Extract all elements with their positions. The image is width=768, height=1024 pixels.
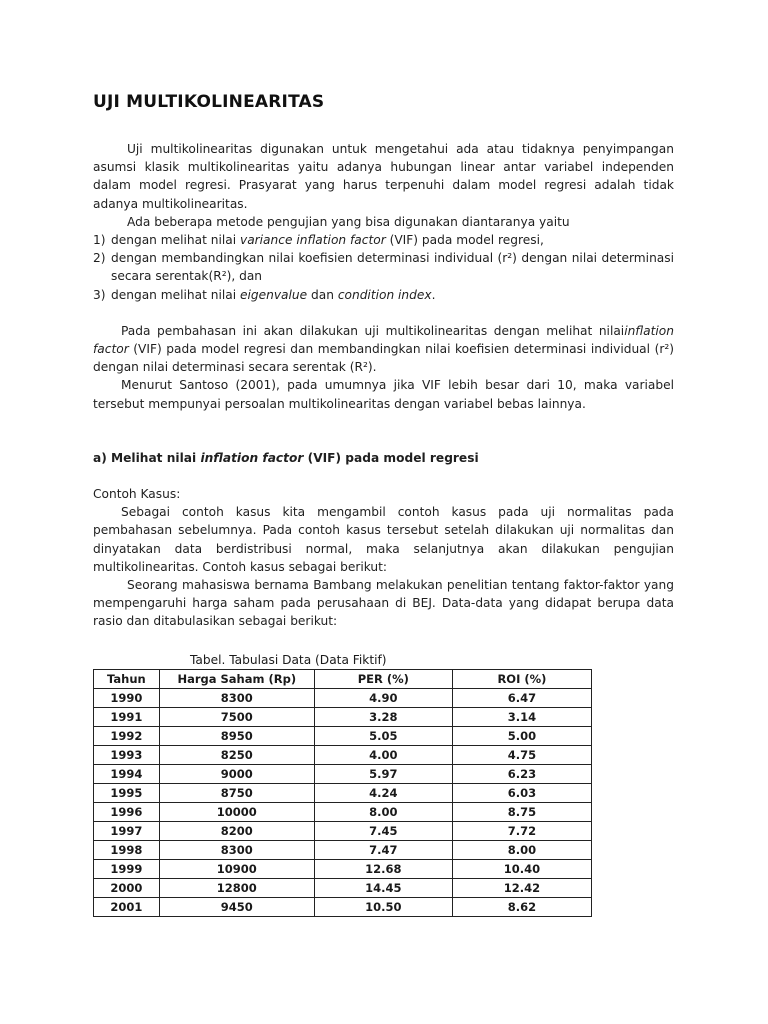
table-body [94, 689, 592, 917]
table-cell: 4.24 [314, 784, 452, 803]
table-cell: 7500 [159, 708, 314, 727]
table-cell: 6.23 [452, 765, 591, 784]
intro-paragraph: Uji multikolinearitas digunakan untuk mengetahui ada atau tidaknya penyimpangan asumsi klasik multikolinearitas yaitu adanya hubungan linear antar variabel independen dalam model regresi. Prasyarat yang harus terpenuhi dalam model regresi adalah tidak adanya multikolinearitas. [93, 142, 674, 211]
table-row [94, 746, 592, 765]
list-item: 1) dengan melihat nilai variance inflation factor (VIF) pada model regresi, [93, 233, 544, 248]
data-table [93, 669, 592, 917]
table-cell: 2000 [94, 879, 160, 898]
table-cell: 1997 [94, 822, 160, 841]
table-row [94, 689, 592, 708]
table-cell: 8300 [159, 841, 314, 860]
table-cell: 9450 [159, 898, 314, 917]
document-body [93, 140, 674, 631]
column-header: Harga Saham (Rp) [159, 670, 314, 689]
table-cell: 14.45 [314, 879, 452, 898]
table-cell: 6.03 [452, 784, 591, 803]
table-cell: 1999 [94, 860, 160, 879]
table-cell: 8250 [159, 746, 314, 765]
table-cell: 10.40 [452, 860, 591, 879]
table-cell: 2001 [94, 898, 160, 917]
table-row [94, 841, 592, 860]
table-cell: 8200 [159, 822, 314, 841]
table-row [94, 708, 592, 727]
table-cell: 6.47 [452, 689, 591, 708]
table-row [94, 822, 592, 841]
table-cell: 1993 [94, 746, 160, 765]
table-cell: 1990 [94, 689, 160, 708]
table-cell: 1995 [94, 784, 160, 803]
discussion-paragraph: Pada pembahasan ini akan dilakukan uji multikolinearitas dengan melihat nilaiinflation factor (VIF) pada model regresi dan membandingkan nilai koefisien determinasi individual (r²) dengan nilai determinasi secara serentak (R²). [93, 323, 674, 375]
methods-intro: Ada beberapa metode pengujian yang bisa digunakan diantaranya yaitu [127, 214, 570, 229]
table-cell: 1991 [94, 708, 160, 727]
page-title: UJI MULTIKOLINEARITAS [93, 92, 325, 112]
table-cell: 5.00 [452, 727, 591, 746]
table-cell: 4.90 [314, 689, 452, 708]
table-header-row [94, 670, 592, 689]
table-cell: 10.50 [314, 898, 452, 917]
list-item: 2) dengan membandingkan nilai koefisien determinasi individual (r²) dengan nilai determinasi secara serentak(R²), dan [93, 251, 674, 284]
column-header: PER (%) [314, 670, 452, 689]
table-cell: 7.72 [452, 822, 591, 841]
table-cell: 5.05 [314, 727, 452, 746]
table-caption: Tabel. Tabulasi Data (Data Fiktif) [190, 653, 387, 667]
column-header: Tahun [94, 670, 160, 689]
table-cell: 5.97 [314, 765, 452, 784]
table-cell: 8750 [159, 784, 314, 803]
table-cell: 12.68 [314, 860, 452, 879]
santoso-paragraph: Menurut Santoso (2001), pada umumnya jika VIF lebih besar dari 10, maka variabel tersebut mempunyai persoalan multikolinearitas dengan variabel bebas lainnya. [93, 378, 674, 411]
table-row [94, 879, 592, 898]
case-paragraph: Sebagai contoh kasus kita mengambil contoh kasus pada uji normalitas pada pembahasan sebelumnya. Pada contoh kasus tersebut setelah dilakukan uji normalitas dan dinyatakan data berdistribusi normal, maka selanjutnya akan dilakukan pengujian multikolinearitas. Contoh kasus sebagai berikut: [93, 505, 674, 574]
case-label: Contoh Kasus: [93, 487, 181, 502]
table-cell: 1992 [94, 727, 160, 746]
table-cell: 7.47 [314, 841, 452, 860]
table-cell: 8950 [159, 727, 314, 746]
section-heading: a) Melihat nilai inflation factor (VIF) pada model regresi [93, 450, 479, 465]
table-row [94, 765, 592, 784]
table-row [94, 898, 592, 917]
research-paragraph: Seorang mahasiswa bernama Bambang melakukan penelitian tentang faktor-faktor yang mempengaruhi harga saham pada perusahaan di BEJ. Data-data yang didapat berupa data rasio dan ditabulasikan sebagai berikut: [93, 578, 674, 629]
table-cell: 10900 [159, 860, 314, 879]
table-cell: 1996 [94, 803, 160, 822]
table-cell: 8300 [159, 689, 314, 708]
table-cell: 1994 [94, 765, 160, 784]
table-cell: 8.00 [452, 841, 591, 860]
table-cell: 12.42 [452, 879, 591, 898]
table-row [94, 803, 592, 822]
list-item: 3) dengan melihat nilai eigenvalue dan condition index. [93, 287, 436, 302]
column-header: ROI (%) [452, 670, 591, 689]
table-cell: 9000 [159, 765, 314, 784]
methods-list [93, 231, 674, 304]
table-cell: 12800 [159, 879, 314, 898]
table-cell: 1998 [94, 841, 160, 860]
table-cell: 4.00 [314, 746, 452, 765]
table-cell: 8.75 [452, 803, 591, 822]
table-cell: 8.62 [452, 898, 591, 917]
table-cell: 10000 [159, 803, 314, 822]
table-cell: 3.14 [452, 708, 591, 727]
table-row [94, 860, 592, 879]
table-row [94, 727, 592, 746]
table-cell: 4.75 [452, 746, 591, 765]
table-cell: 3.28 [314, 708, 452, 727]
table-row [94, 784, 592, 803]
table-cell: 8.00 [314, 803, 452, 822]
table-cell: 7.45 [314, 822, 452, 841]
